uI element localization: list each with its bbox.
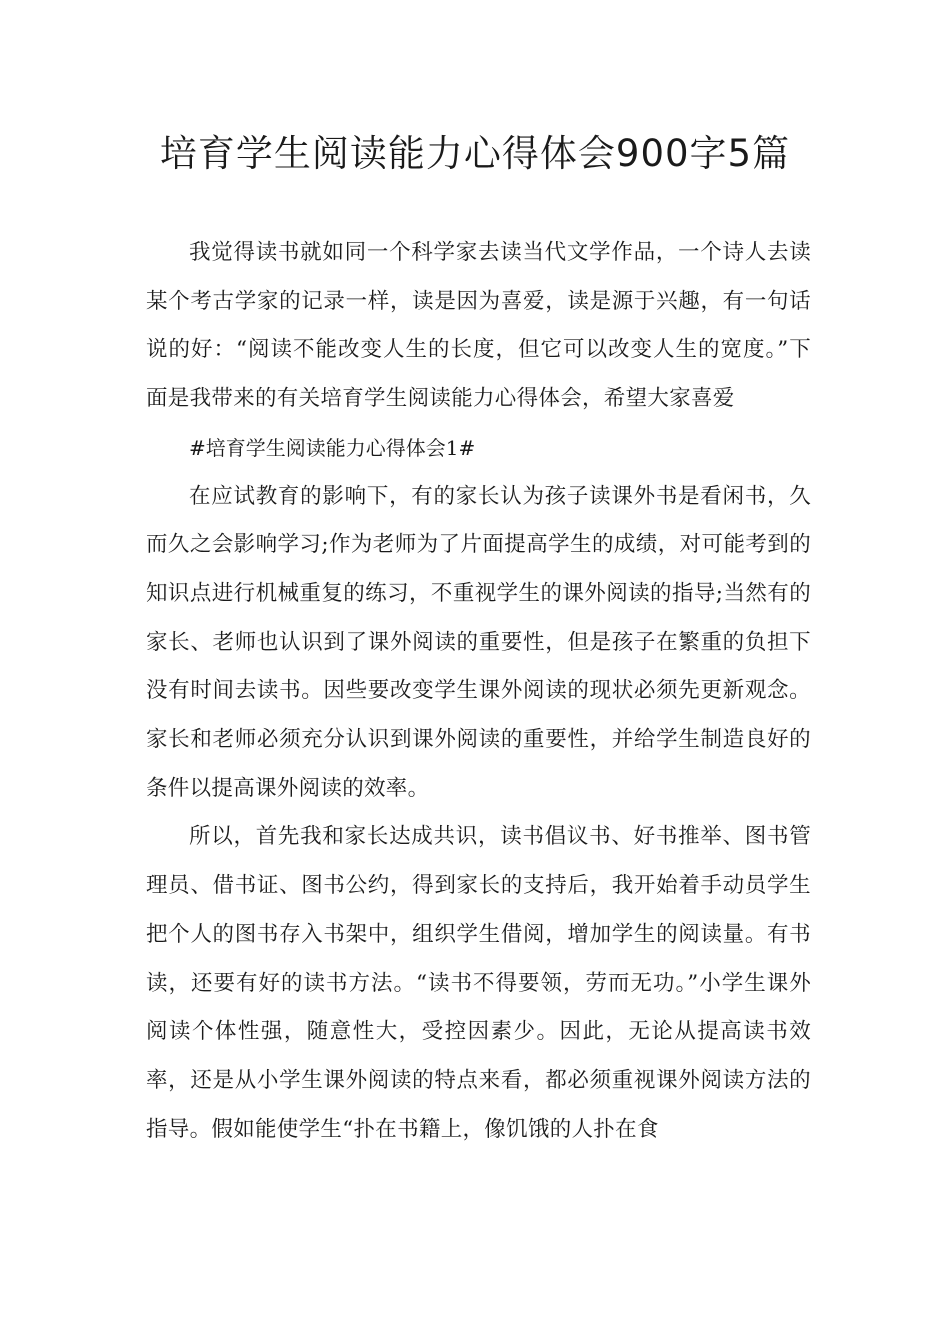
paragraph-1: 在应试教育的影响下，有的家长认为孩子读课外书是看闲书，久而久之会影响学习;作为老师为了片面提高学生的成绩，对可能考到的知识点进行机械重复的练习，不重视学生的课外阅读的指导;当然有的家长、老师也认识到了课外阅读的重要性，但是孩子在繁重的负担下没有时间去读书。因些要改变学生课外阅读的现状必须先更新观念。家长和老师必须充分认识到课外阅读的重要性，并给学生制造良好的条件以提高课外阅读的效率。 [146, 483, 811, 801]
paragraph-2: 所以，首先我和家长达成共识，读书倡议书、好书推举、图书管理员、借书证、图书公约，得到家长的支持后，我开始着手动员学生把个人的图书存入书架中，组织学生借阅，增加学生的阅读量。有书读，还要有好的读书方法。“读书不得要领，劳而无功。”小学生课外阅读个体性强，随意性大，受控因素少。因此，无论从提高读书效率，还是从小学生课外阅读的特点来看，都必须重视课外阅读方法的指导。假如能使学生“扑在书籍上，像饥饿的人扑在食 [146, 824, 811, 1142]
document-body [146, 229, 811, 1154]
paragraph-intro: 我觉得读书就如同一个科学家去读当代文学作品，一个诗人去读某个考古学家的记录一样，读是因为喜爱，读是源于兴趣，有一句话说的好：“阅读不能改变人生的长度，但它可以改变人生的宽度。”下面是我带来的有关培育学生阅读能力心得体会，希望大家喜爱 [146, 240, 811, 412]
section-heading-1: #培育学生阅读能力心得体会1# [189, 435, 476, 460]
document-title: 培育学生阅读能力心得体会900字5篇 [159, 132, 791, 175]
